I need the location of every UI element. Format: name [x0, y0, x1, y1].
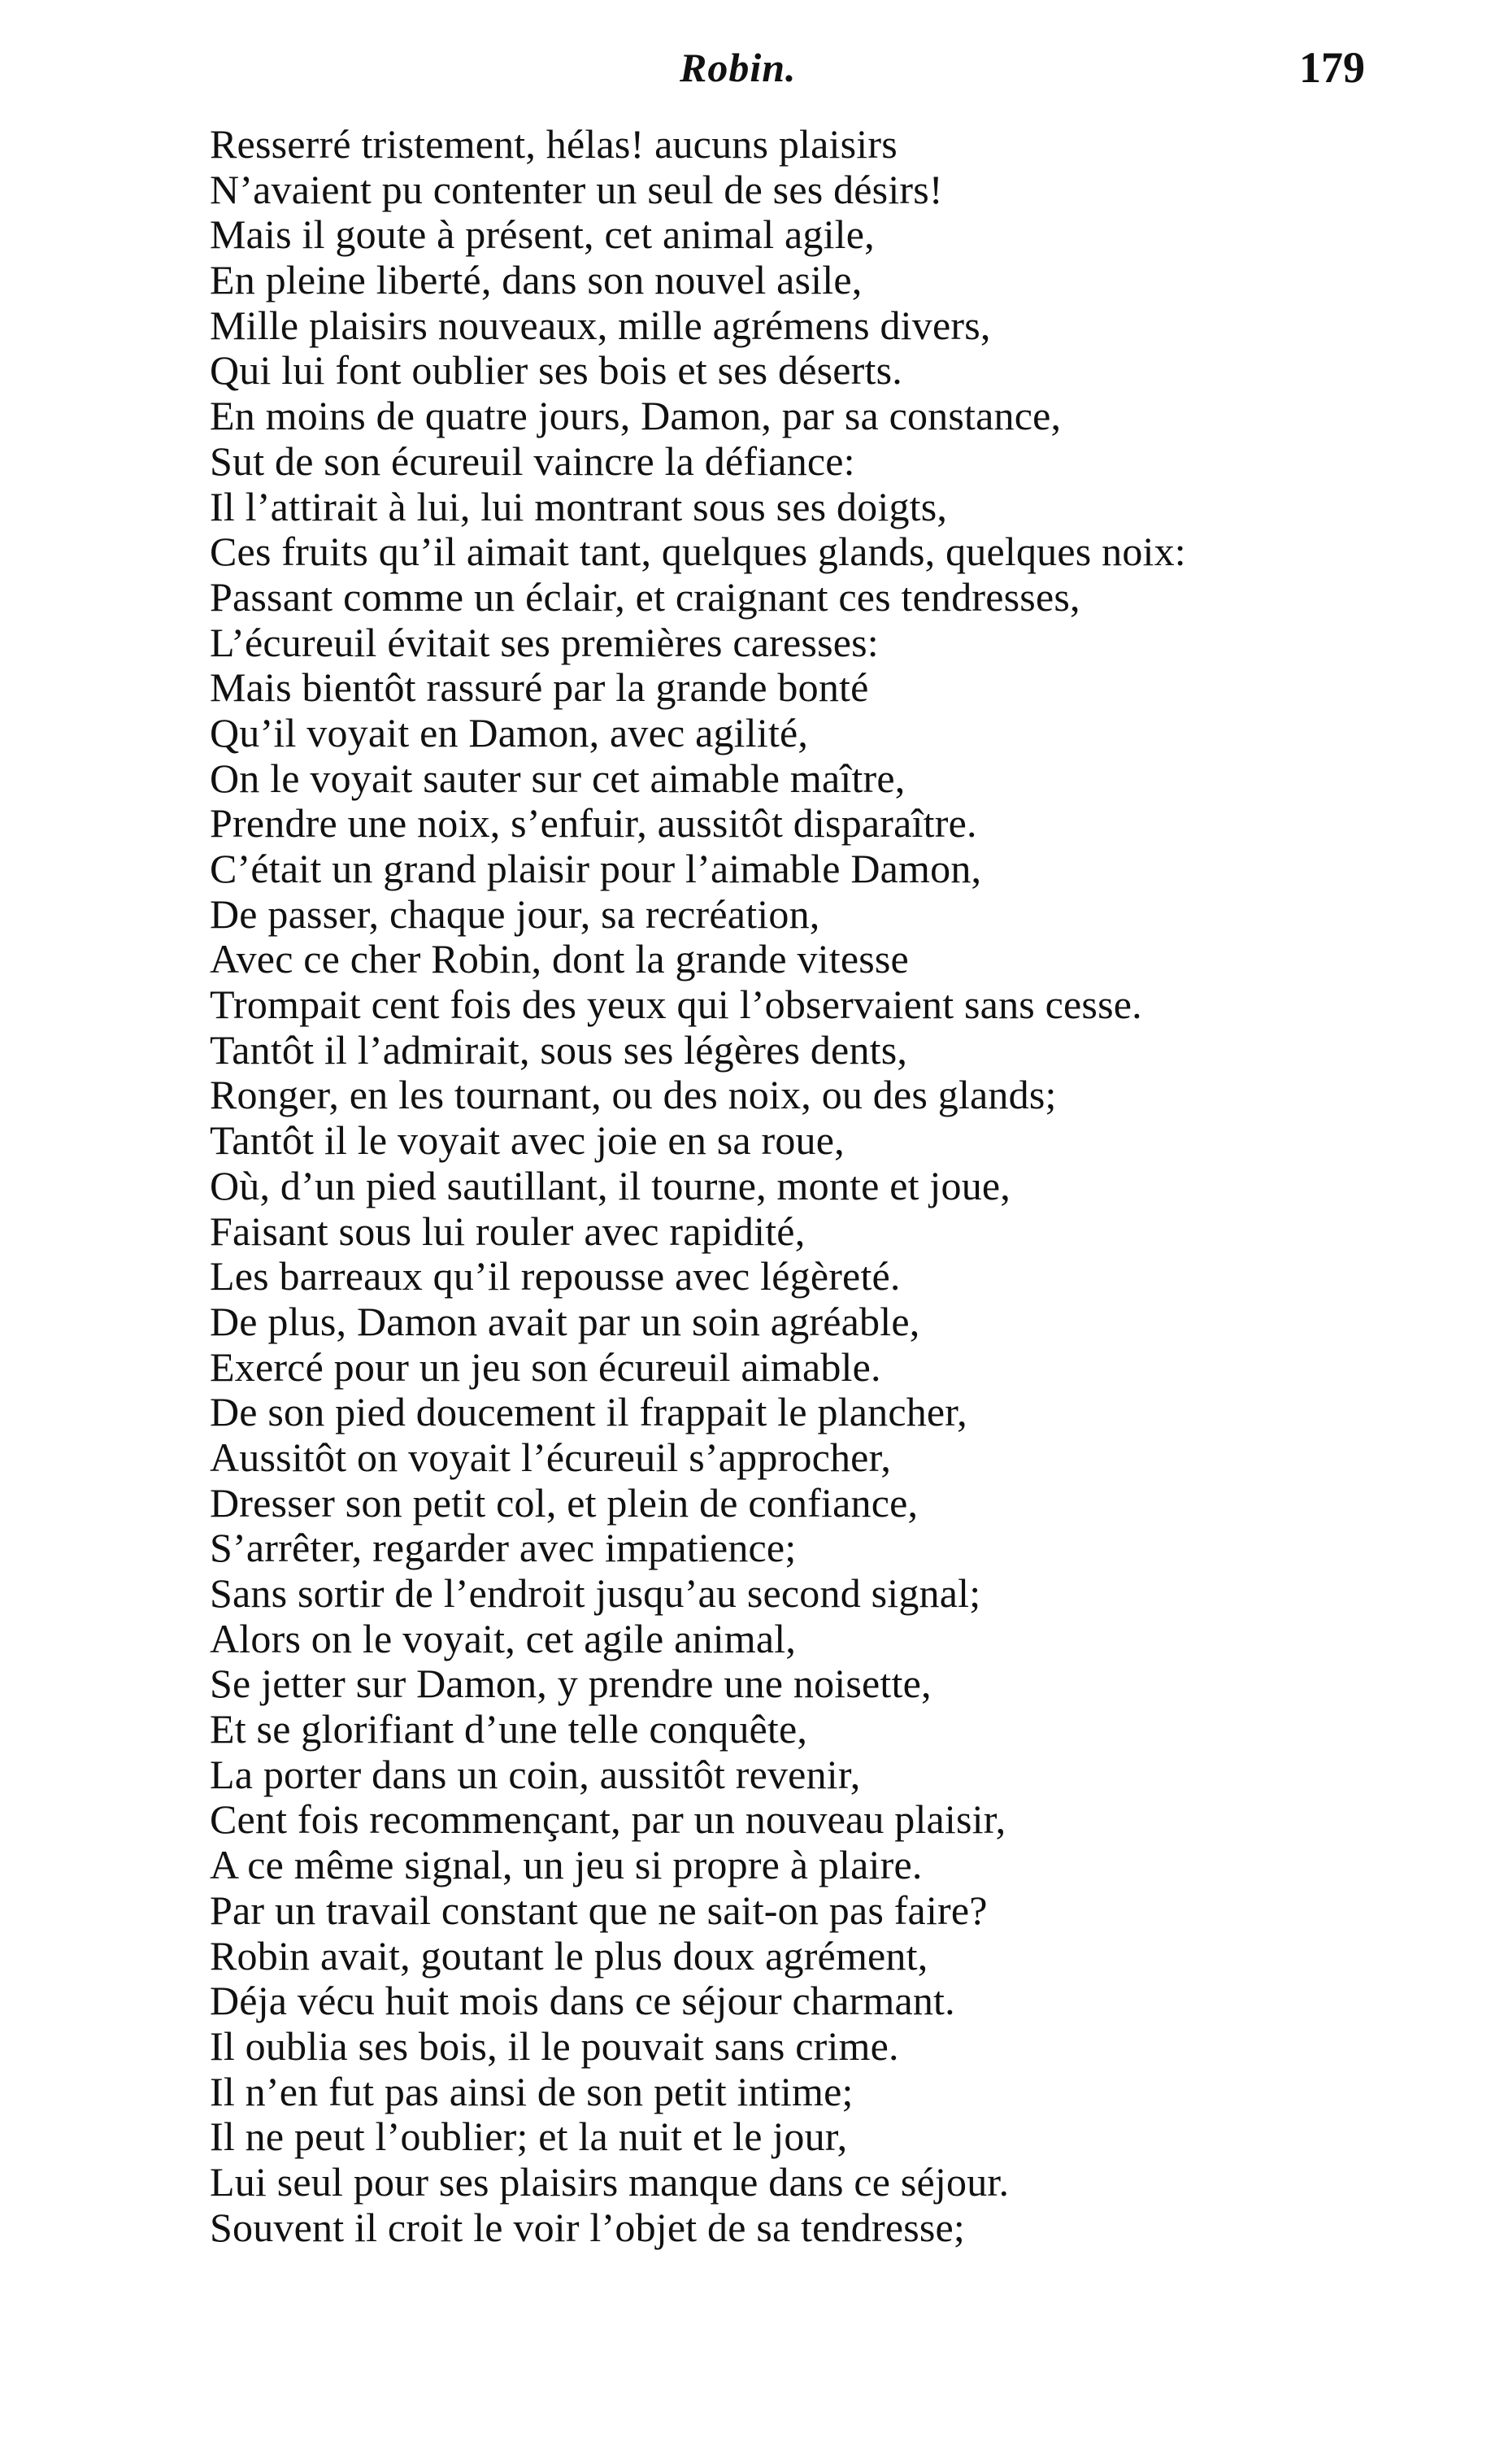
verse-line: Déja vécu huit mois dans ce séjour charmant.: [210, 1978, 955, 2024]
verse-line: Où, d’un pied sautillant, il tourne, monte et joue,: [210, 1162, 1011, 1208]
verse-line: Par un travail constant que ne sait-on pas faire?: [210, 1887, 988, 1933]
verse-line: Il ne peut l’oublier; et la nuit et le jour,: [210, 2114, 848, 2160]
verse-line: De plus, Damon avait par un soin agréable,: [210, 1298, 920, 1344]
verse-line: A ce même signal, un jeu si propre à plaire.: [210, 1842, 923, 1888]
verse-line: On le voyait sauter sur cet aimable maître,: [210, 755, 906, 801]
verse-line: Il l’attirait à lui, lui montrant sous ses doigts,: [210, 483, 948, 529]
verse-line: Aussitôt on voyait l’écureuil s’approcher,: [210, 1434, 892, 1480]
verse-line: Passant comme un éclair, et craignant ces tendresses,: [210, 573, 1080, 620]
verse-line: Il oublia ses bois, il le pouvait sans crime.: [210, 2022, 899, 2069]
verse-line: Avec ce cher Robin, dont la grande vitesse: [210, 936, 909, 982]
verse-line: Dresser son petit col, et plein de confiance,: [210, 1479, 919, 1526]
verse-line: S’arrêter, regarder avec impatience;: [210, 1525, 797, 1571]
verse-line: Mille plaisirs nouveaux, mille agrémens divers,: [210, 302, 991, 348]
verse-line: Prendre une noix, s’enfuir, aussitôt disparaître.: [210, 800, 977, 847]
verse-line: Souvent il croit le voir l’objet de sa tendresse;: [210, 2204, 966, 2250]
verse-line: Sans sortir de l’endroit jusqu’au second signal;: [210, 1570, 981, 1616]
verse-line: Sut de son écureuil vaincre la défiance:: [210, 438, 855, 484]
verse-line: Qui lui font oublier ses bois et ses déserts.: [210, 347, 902, 394]
verse-line: L’écureuil évitait ses premières caresses:: [210, 619, 879, 665]
verse-line: Ronger, en les tournant, ou des noix, ou des glands;: [210, 1072, 1057, 1118]
page-number: 179: [1299, 43, 1365, 92]
verse-line: Mais bientôt rassuré par la grande bonté: [210, 664, 869, 711]
verse-line: Resserré tristement, hélas! aucuns plaisirs: [210, 121, 898, 167]
verse-line: Tantôt il l’admirait, sous ses légères dents,: [210, 1026, 908, 1073]
running-title: Robin.: [680, 45, 797, 90]
verse-line: De son pied doucement il frappait le plancher,: [210, 1389, 967, 1435]
verse-line: C’était un grand plaisir pour l’aimable Damon,: [210, 846, 982, 891]
verse-line: Tantôt il le voyait avec joie en sa roue,: [210, 1117, 845, 1164]
verse-line: En pleine liberté, dans son nouvel asile,: [210, 257, 863, 303]
verse-line: Faisant sous lui rouler avec rapidité,: [210, 1208, 806, 1254]
verse-line: Mais il goute à présent, cet animal agile,: [210, 211, 875, 258]
verse-line: Alors on le voyait, cet agile animal,: [210, 1615, 797, 1661]
verse-line: Qu’il voyait en Damon, avec agilité,: [210, 709, 809, 755]
verse-line: La porter dans un coin, aussitôt revenir,: [210, 1751, 861, 1797]
verse-line: Exercé pour un jeu son écureuil aimable.: [210, 1343, 881, 1390]
verse-line: Ces fruits qu’il aimait tant, quelques glands, quelques noix:: [210, 529, 1186, 575]
verse-line: Et se glorifiant d’une telle conquête,: [210, 1706, 808, 1752]
verse-line: Trompait cent fois des yeux qui l’observaient sans cesse.: [210, 982, 1142, 1028]
verse-line: Lui seul pour ses plaisirs manque dans ce séjour.: [210, 2158, 1010, 2205]
verse-line: N’avaient pu contenter un seul de ses désirs!: [210, 166, 943, 212]
verse-line: En moins de quatre jours, Damon, par sa constance,: [210, 393, 1062, 439]
poem-text: [210, 122, 1429, 2250]
verse-line: De passer, chaque jour, sa recréation,: [210, 890, 820, 937]
verse-line: Cent fois recommençant, par un nouveau plaisir,: [210, 1796, 1006, 1843]
verse-line: Les barreaux qu’il repousse avec légèreté.: [210, 1253, 901, 1299]
verse-line: Se jetter sur Damon, y prendre une noisette,: [210, 1661, 932, 1707]
verse-line: Il n’en fut pas ainsi de son petit intime;: [210, 2068, 854, 2114]
running-head: [0, 39, 1504, 96]
verse-line: Robin avait, goutant le plus doux agrément,: [210, 1932, 928, 1979]
